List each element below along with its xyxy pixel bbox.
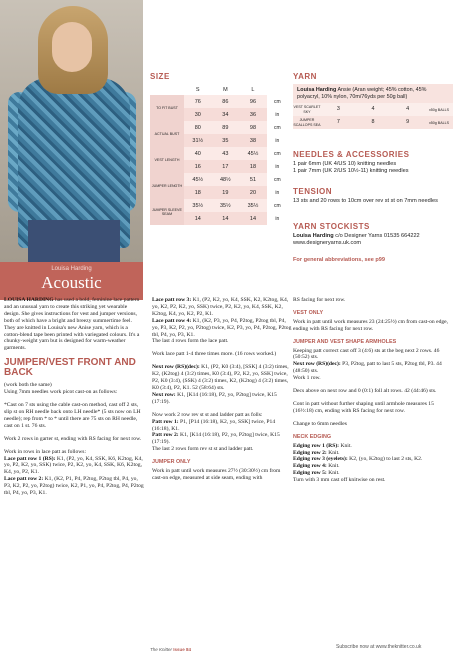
stockists-text: [293, 233, 453, 247]
yarn-row-label: JUMPER SCALLOPS SEA: [293, 118, 321, 127]
row-text: K1, (K2, P3, yo, P4, P2tog, P2tog tbl, P4, yo, P3, K2, P2, yo, P2tog) twice, K2, P3, yo, P4, P2tog, P2tog tbl, P4, yo, P3, K1.: [152, 317, 292, 338]
page-footer: [150, 647, 191, 652]
cell: 14: [239, 212, 267, 225]
needles-heading: NEEDLES & ACCESSORIES: [293, 150, 410, 159]
row-lead: Lace patt row 4:: [152, 317, 192, 324]
unit: cm: [274, 98, 281, 105]
yarn-brand: Louisa Harding: [297, 87, 337, 93]
row-text: Knit.: [328, 449, 340, 456]
row-lead: Edging row 1 (RS):: [293, 442, 340, 449]
skirt-shape: [28, 220, 120, 262]
unit: cm: [274, 150, 281, 157]
cell: 20: [239, 186, 267, 199]
cell: 45½: [184, 173, 212, 186]
cell: 17: [212, 160, 240, 173]
lace-note: The last 4 rows form the lace patt.: [152, 338, 229, 345]
row-text: Knit.: [328, 470, 340, 477]
model-photo: [0, 0, 143, 262]
footer-brand: The Knitter: [150, 647, 173, 652]
armhole-text: Cont in patt without further shaping until armhole measures 15 (16½:18) cm, ending with RS facing for next row.: [293, 400, 434, 414]
cell: 35: [212, 134, 240, 147]
row-lead: Next row (RS)(dec):: [152, 364, 200, 371]
unit: in: [275, 111, 280, 118]
row-text: Knit.: [340, 442, 352, 449]
row-lead: Edging row 2:: [293, 449, 327, 456]
row-lead: Edging row 3 (eyelets):: [293, 456, 348, 463]
change-needles-text: Change to 6mm needles: [293, 420, 347, 427]
face-shape: [52, 22, 92, 72]
cell: 30: [184, 108, 212, 121]
unit: in: [275, 137, 280, 144]
row-label: VEST LENGTH: [150, 147, 184, 173]
jumper-only-heading: JUMPER ONLY: [152, 459, 191, 466]
unit: cm: [274, 176, 281, 183]
row-label: JUMPER LENGTH: [150, 173, 184, 199]
row-text: K1, (K2, P1, P4, P2tog, P2tog tbl, P4, yo, P3, K2, P2, yo, P2tog) twice, K2, P1, yo, P4, P2tog, P4, P2tog tbl, P4, yo, P3, K1.: [4, 476, 144, 497]
ladder-intro: Now work 2 row rev st st and ladder patt as folls:: [152, 411, 263, 418]
both-note: (work both the same): [4, 382, 52, 389]
size-col-l: L: [239, 84, 267, 95]
row-lead: Next row:: [152, 391, 176, 398]
column-1: [4, 297, 144, 497]
cell: 4: [406, 106, 410, 113]
column-2: [152, 297, 292, 482]
yarn-table: [293, 103, 453, 129]
cell: 3: [336, 106, 340, 113]
row-text: K1, (P2, K0 (3:4), [SSK] 4 (3:2) times, K2, (K2tog) 4 (3:2) times, K0 (3:4), P2, K2, yo, SSK] twice, P2, K0 (3:4), (SSK) 4 (3:2) times, K2, (K2tog) 4 (3:2) times, K0 (3:4), P2, K1. 52 (58:64) sts.: [152, 364, 289, 391]
cell: 51: [239, 173, 267, 186]
row-text: P3, P2tog, patt to last 5 sts, P2tog tbl, P3. 44 (48:50) sts.: [293, 361, 442, 375]
cell: 8: [371, 119, 375, 126]
intro-text: has used a bold, feminine lace pattern and an unusual yarn to create this striking yet wearable design. She gives instructions for vest and jumper versions, both of which have a bright and breezy summertime feel. They are knitted in Louisa's new Anise yarn, which is a cotton-blend tape been printed with variegated colours. It's a chunky-weight yarn but is designed for warm-weather garments.: [4, 297, 140, 352]
size-col-m: M: [212, 84, 240, 95]
row-lead: Lace patt row 3:: [152, 297, 192, 303]
needle-line: 1 pair 6mm (UK 4/US 10) knitting needles: [293, 161, 397, 167]
row-lead: Lace patt row 1 (RS):: [4, 455, 56, 462]
cell: 9: [406, 119, 410, 126]
ladder-note: The last 2 rows form rev st st and ladder patt.: [152, 446, 254, 453]
cast-on-text: Using 7mm needles work picot cast-on as follows:: [4, 389, 118, 396]
row-lead: Lace patt row 2:: [4, 476, 44, 483]
cell: 48½: [212, 173, 240, 186]
yarn-box: [293, 84, 453, 129]
unit: x50g BALLS: [429, 107, 449, 112]
cell: 14: [212, 212, 240, 225]
row-text: K1, [K14 (16:18), P2, yo, P2tog] twice, K15 (17:19).: [152, 432, 280, 446]
cell: 80: [184, 121, 212, 134]
row-text: K1, [K14 (16:18), P2, yo, P2tog] twice, K15 (17:19).: [152, 391, 277, 405]
armholes-heading: JUMPER AND VEST SHAPE ARMHOLES: [293, 338, 397, 345]
yarn-desc: Ansie (Aran weight; 45% cotton, 45% polyacryl, 10% nylon, 70m/76yds per 50g ball): [297, 87, 427, 100]
cell: 43: [212, 147, 240, 160]
footer-subscribe: Subscribe now at www.theknitter.co.uk: [336, 644, 422, 650]
cell: 18: [184, 186, 212, 199]
cell: 35½: [212, 199, 240, 212]
intro-lead: LOUISA HARDING: [4, 297, 54, 303]
cell: 14: [184, 212, 212, 225]
size-col-s: S: [184, 84, 212, 95]
title-banner: [0, 262, 143, 300]
picot-text: *Cast on 7 sts using the cable cast-on method, cast off 2 sts, slip st on RH needle back onto LH needle* (5 sts now on LH needle); rep from * to * until there are 75 sts on RH needle, cast on 1 st. 76 sts.: [4, 402, 141, 429]
cell: 36: [239, 108, 267, 121]
size-heading: SIZE: [150, 72, 170, 81]
cell: 86: [212, 95, 240, 108]
vest-only-heading: VEST ONLY: [293, 309, 324, 316]
stockists-heading: YARN STOCKISTS: [293, 222, 370, 231]
row-label: JUMPER SLEEVE SEAM: [150, 199, 184, 225]
dec-intro: Work lace patt 1-4 three times more. (16 rows worked.): [152, 351, 277, 358]
needle-line: 1 pair 7mm (UK 2/US 10½-11) knitting needles: [293, 168, 409, 174]
cell: 7: [336, 119, 340, 126]
cell: 34: [212, 108, 240, 121]
cell: 18: [239, 160, 267, 173]
cell: 4: [371, 106, 375, 113]
cell: 98: [239, 121, 267, 134]
cell: 31½: [184, 134, 212, 147]
row-text: K2, (yo, K2tog) to last 2 sts, K2.: [349, 456, 423, 463]
neck-edging-heading: NECK EDGING: [293, 433, 332, 440]
stockist-brand: Louisa Harding: [293, 233, 334, 239]
front-back-heading: JUMPER/VEST FRONT AND BACK: [4, 357, 136, 379]
cell: 35½: [239, 199, 267, 212]
armhole-text: Decs above on next row and 0 (0:1) foll alt rows. 42 (44:46) sts.: [293, 388, 437, 395]
cell: 40: [184, 147, 212, 160]
abbreviations-note: For general abbreviations, see p99: [293, 257, 386, 263]
lace-intro: Work in rows in lace patt as follows:: [4, 448, 87, 455]
cell: 45½: [239, 147, 267, 160]
row-lead: Edging row 5:: [293, 470, 327, 477]
jumper-only-text: Work in patt until work measures 27½ (30:30½) cm from cast-on edge, measured at side seam, ending with: [152, 468, 281, 481]
unit: cm: [274, 124, 281, 131]
cell: 38: [239, 134, 267, 147]
row-lead: Patt row 1:: [152, 418, 179, 425]
rs-text: RS facing for next row.: [293, 297, 346, 303]
row-text: P1, [P14 (16:18), K2, yo, SSK] twice, P14 (16:18), K1.: [152, 418, 276, 432]
cell: 19: [212, 186, 240, 199]
unit: in: [275, 215, 280, 222]
unit: in: [275, 163, 280, 170]
final-text: Turn with 3 mm cast off knitwise on rest.: [293, 477, 386, 484]
row-lead: Next row (RS)(dec):: [293, 361, 341, 368]
designer-name: Louisa Harding: [51, 266, 92, 272]
cell: 89: [212, 121, 240, 134]
row-lead: Edging row 4:: [293, 463, 327, 470]
row-text: K1, (P2, yo, K4, SSK, K6, K2tog, K4, yo, P2, K2, yo, SSK) twice, P2, K2, yo, K4, SSK, K6, K2tog, K4, yo, P2, K1.: [4, 455, 143, 476]
size-table: [150, 84, 288, 225]
needles-text: [293, 161, 453, 175]
cell: 16: [184, 160, 212, 173]
cell: 96: [239, 95, 267, 108]
unit: in: [275, 189, 280, 196]
armhole-text: Keeping patt correct cast off 3 (4:6) sts at the beg next 2 rows. 46 (50:52) sts.: [293, 347, 440, 361]
row-lead: Patt row 2:: [152, 432, 179, 439]
row-label: ACTUAL BUST: [150, 121, 184, 147]
unit: cm: [274, 202, 281, 209]
cell: 35½: [184, 199, 212, 212]
tension-heading: TENSION: [293, 187, 333, 196]
column-3: [293, 297, 453, 484]
yarn-heading: YARN: [293, 72, 317, 81]
footer-issue: Issue 84: [173, 647, 192, 652]
unit: x50g BALLS: [429, 120, 449, 125]
stockist-details: c/o Designer Yarns 01535 664222 www.designeryarns.uk.com: [293, 233, 420, 246]
yarn-row-label: VEST SCARLET SKY: [293, 105, 321, 114]
pattern-title: Acoustic: [41, 273, 102, 292]
cell: 76: [184, 95, 212, 108]
row-text: K1, (P2, K2, yo, K4, SSK, K2, K2tog, K4, yo, K2, P2, K2, yo, SSK) twice, P2, K2, yo, K4, SSK, K2, K2tog, K4, yo, K2, P2, K1.: [152, 297, 289, 317]
armhole-text: Work 1 row.: [293, 375, 321, 382]
tension-text: 13 sts and 20 rows to 10cm over rev st st on 7mm needles: [293, 198, 438, 204]
garter-text: Work 2 rows in garter st, ending with RS facing for next row.: [4, 435, 142, 442]
row-label: TO FIT BUST: [150, 95, 184, 121]
row-text: Knit.: [328, 463, 340, 470]
vest-only-text: Work in patt until work measures 23 (24:25½) cm from cast-on edge, ending with RS facing for next row.: [293, 318, 449, 332]
